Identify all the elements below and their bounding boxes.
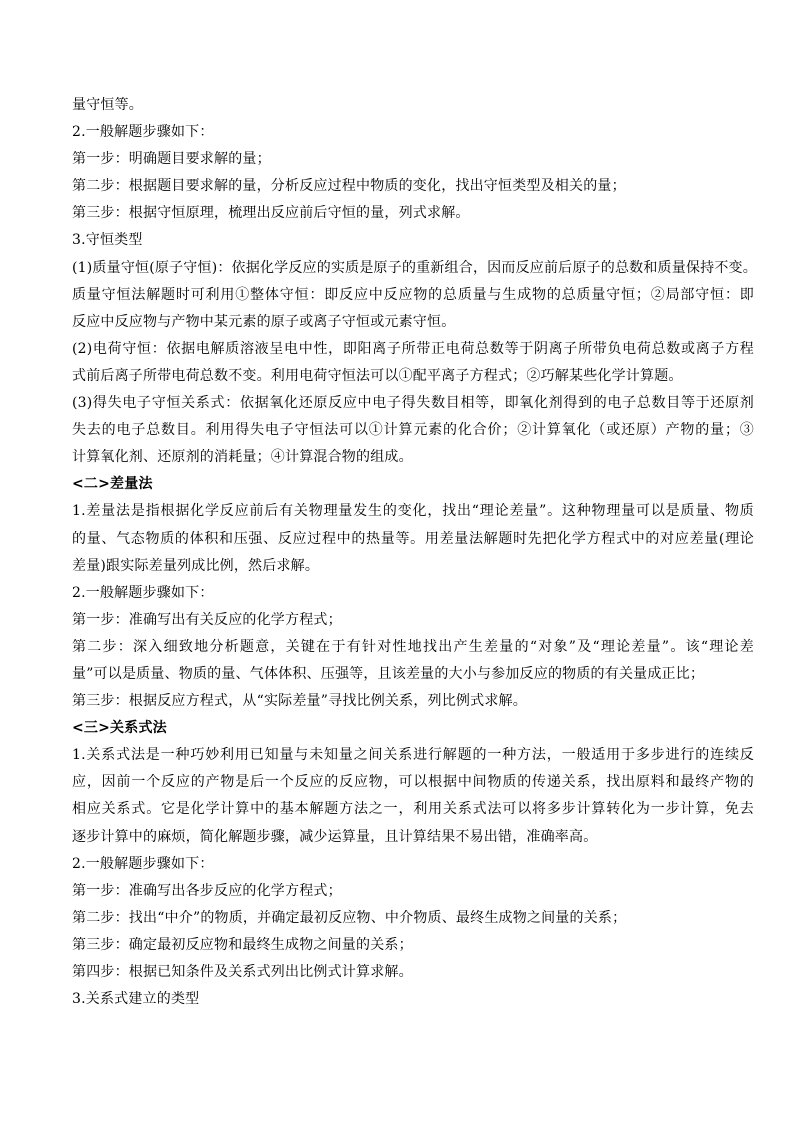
paragraph-line: 应，因前一个反应的产物是后一个反应的反应物，可以根据中间物质的传递关系，找出原料和最终产物的: [72, 774, 754, 791]
paragraph-line: (2)电荷守恒：依据电解质溶液呈电中性，即阳离子所带正电荷总数等于阴离子所带负电荷总数或离子方程: [72, 340, 754, 357]
paragraph-line: 2.一般解题步骤如下：: [72, 855, 214, 872]
document-page: [72, 92, 757, 1013]
paragraph-line: 第三步：确定最初反应物和最终生成物之间量的关系；: [72, 936, 413, 953]
paragraph-line: 第二步：找出“中介”的物质，并确定最初反应物、中介物质、最终生成物之间量的关系；: [72, 909, 627, 926]
paragraph-line: 第二步：深入细致地分析题意，关键在于有针对性地找出产生差量的“对象”及“理论差量”。该“理论差: [72, 638, 754, 655]
paragraph-line: 3.关系式建立的类型: [72, 991, 200, 1008]
section-heading: <三>关系式法: [72, 720, 167, 737]
paragraph-line: (3)得失电子守恒关系式：依据氧化还原反应中电子得失数目相等，即氧化剂得到的电子总数目等于还原剂: [72, 395, 754, 412]
paragraph-line: 第一步：准确写出有关反应的化学方程式；: [72, 611, 342, 628]
paragraph-line: 的量、气态物质的体积和压强、反应过程中的热量等。用差量法解题时先把化学方程式中的对应差量(理论: [72, 530, 754, 547]
paragraph-line: (1)质量守恒(原子守恒)：依据化学反应的实质是原子的重新组合，因而反应前后原子的总数和质量保持不变。: [72, 259, 757, 276]
paragraph-line: 质量守恒法解题时可利用①整体守恒：即反应中反应物的总质量与生成物的总质量守恒；②局部守恒：即: [72, 286, 754, 303]
paragraph-line: 量守恒等。: [72, 97, 143, 113]
paragraph-line: 差量)跟实际差量列成比例，然后求解。: [72, 557, 320, 574]
paragraph-line: 相应关系式。它是化学计算中的基本解题方法之一，利用关系式法可以将多步计算转化为一步计算，免去: [72, 801, 754, 818]
paragraph-line: 失去的电子总数目。利用得失电子守恒法可以①计算元素的化合价；②计算氧化（或还原）产物的量；③: [72, 422, 754, 439]
paragraph-line: 1.关系式法是一种巧妙利用已知量与未知量之间关系进行解题的一种方法，一般适用于多步进行的连续反: [72, 747, 754, 764]
paragraph-line: 第三步：根据守恒原理，梳理出反应前后守恒的量，列式求解。: [72, 205, 470, 222]
paragraph-line: 2.一般解题步骤如下：: [72, 584, 214, 601]
paragraph-line: 式前后离子所带电荷总数不变。利用电荷守恒法可以①配平离子方程式；②巧解某些化学计算题。: [72, 367, 683, 384]
paragraph-line: 逐步计算中的麻烦，简化解题步骤，减少运算量，且计算结果不易出错，准确率高。: [72, 828, 598, 845]
paragraph-line: 1.差量法是指根据化学反应前后有关物理量发生的变化，找出“理论差量”。这种物理量可以是质量、物质: [72, 503, 754, 520]
paragraph-line: 第四步：根据已知条件及关系式列出比例式计算求解。: [72, 964, 413, 980]
paragraph-line: 计算氧化剂、还原剂的消耗量；④计算混合物的组成。: [72, 449, 413, 466]
paragraph-line: 第一步：明确题目要求解的量；: [72, 151, 271, 168]
paragraph-line: 3.守恒类型: [72, 232, 143, 249]
paragraph-line: 第二步：根据题目要求解的量，分析反应过程中物质的变化，找出守恒类型及相关的量；: [72, 178, 626, 195]
paragraph-line: 反应中反应物与产物中某元素的原子或离子守恒或元素守恒。: [72, 313, 456, 330]
paragraph-line: 2.一般解题步骤如下：: [72, 124, 214, 141]
paragraph-line: 量”可以是质量、物质的量、气体体积、压强等，且该差量的大小与参加反应的物质的有关量成正比；: [72, 665, 705, 682]
paragraph-line: 第一步：准确写出各步反应的化学方程式；: [72, 882, 342, 899]
paragraph-line: 第三步：根据反应方程式，从“实际差量”寻找比例关系，列比例式求解。: [72, 693, 527, 710]
section-heading: <二>差量法: [72, 476, 153, 493]
